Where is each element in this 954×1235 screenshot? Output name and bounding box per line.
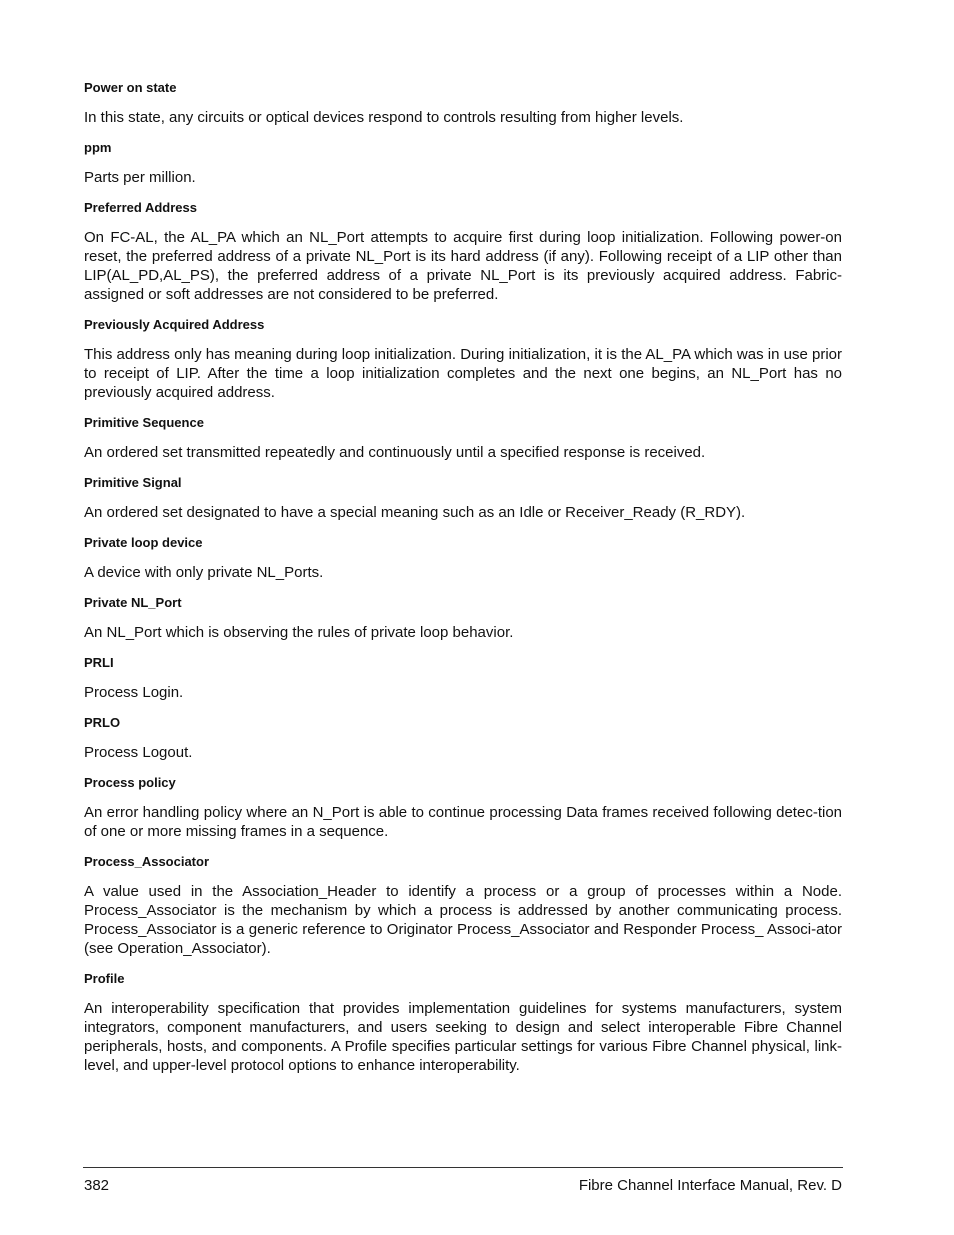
glossary-entry (84, 200, 842, 304)
glossary-entry (84, 415, 842, 462)
glossary-term: Primitive Signal (84, 475, 182, 490)
glossary-term: Process policy (84, 775, 176, 790)
glossary-entry (84, 655, 842, 702)
glossary-entry (84, 535, 842, 582)
glossary-entry (84, 80, 842, 127)
glossary-definition: A device with only private NL_Ports. (84, 564, 324, 581)
glossary-definition: Parts per million. (84, 169, 196, 186)
glossary-entry (84, 854, 842, 958)
glossary-term: Primitive Sequence (84, 415, 204, 430)
page-number: 382 (84, 1177, 110, 1194)
glossary-term: Preferred Address (84, 200, 197, 215)
glossary-term: Power on state (84, 80, 177, 95)
glossary-term: Previously Acquired Address (84, 317, 265, 332)
glossary-term: PRLI (84, 655, 114, 670)
glossary-definition: An error handling policy where an N_Port is able to continue processing Data frames received following detec-tion of one or more missing frames in a sequence. (84, 804, 842, 840)
glossary-definition: In this state, any circuits or optical devices respond to controls resulting from higher levels. (84, 109, 684, 126)
glossary-definition: This address only has meaning during loop initialization. During initialization, it is the AL_PA which was in use prior to receipt of LIP. After the time a loop initialization completes and the next one begins, an NL_Port has no previously acquired address. (84, 346, 842, 401)
glossary-definition: A value used in the Association_Header to identify a process or a group of processes within a Node. Process_Associator is the mechanism by which a process is addressed by another communicating process. Process_Associator is a generic reference to Originator Process_Associator and Responder Process_ Associ-ator (see Operation_Associator). (84, 883, 842, 957)
glossary-body (84, 80, 842, 1088)
glossary-term: Profile (84, 971, 125, 986)
glossary-definition: An ordered set designated to have a special meaning such as an Idle or Receiver_Ready (R_RDY). (84, 504, 746, 521)
glossary-definition: Process Logout. (84, 744, 193, 761)
glossary-term: Process_Associator (84, 854, 210, 869)
glossary-term: Private loop device (84, 535, 203, 550)
glossary-definition: Process Login. (84, 684, 184, 701)
glossary-term: ppm (84, 140, 112, 155)
glossary-definition: An NL_Port which is observing the rules of private loop behavior. (84, 624, 514, 641)
glossary-term: PRLO (84, 715, 121, 730)
glossary-entry (84, 140, 842, 187)
glossary-definition: An interoperability specification that provides implementation guidelines for systems manufacturers, system integrators, component manufacturers, and users seeking to design and select interoperable Fibre Channel peripherals, hosts, and components. A Profile specifies particular settings for various Fibre Channel physical, link-level, and upper-level protocol options to enhance interoperability. (84, 1000, 842, 1074)
glossary-entry (84, 475, 842, 522)
glossary-entry (84, 595, 842, 642)
manual-title: Fibre Channel Interface Manual, Rev. D (578, 1177, 842, 1194)
glossary-entry (84, 317, 842, 402)
glossary-definition: An ordered set transmitted repeatedly and continuously until a specified response is received. (84, 444, 706, 461)
glossary-entry (84, 971, 842, 1075)
glossary-entry (84, 715, 842, 762)
footer-divider (83, 1167, 843, 1168)
glossary-entry (84, 775, 842, 841)
glossary-term: Private NL_Port (84, 595, 182, 610)
glossary-definition: On FC-AL, the AL_PA which an NL_Port attempts to acquire first during loop initialization. Following power-on reset, the preferred address of a private NL_Port is its hard address (if any). Following receipt of a LIP other than LIP(AL_PD,AL_PS), the preferred address of a private NL_Port is its previously acquired address. Fabric-assigned or soft addresses are not considered to be preferred. (84, 229, 842, 303)
